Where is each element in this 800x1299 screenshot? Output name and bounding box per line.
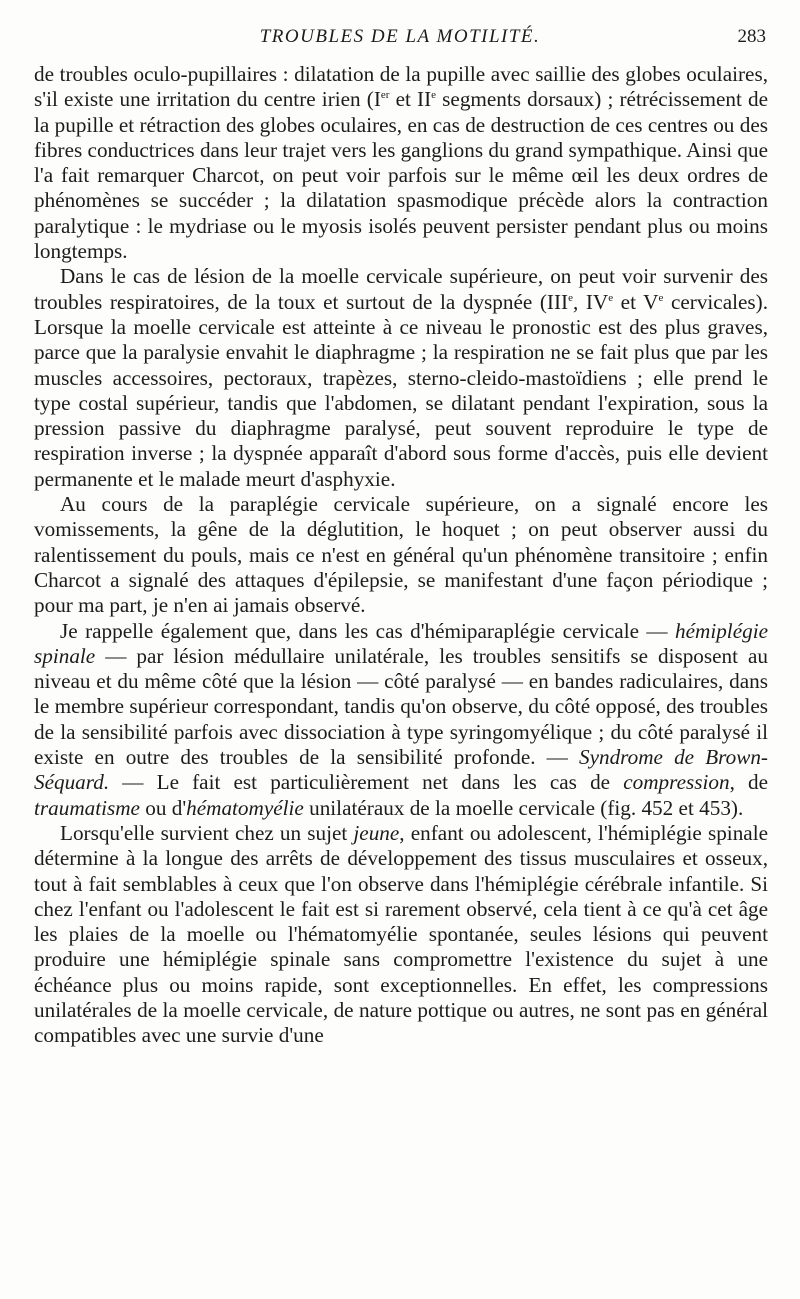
superscript: er <box>380 89 390 102</box>
italic-phrase: Syndrome de Brown-Séquard. <box>34 745 768 795</box>
text-run: cervicales). Lorsque la moelle cervicale est atteinte à ce niveau le pronostic est des plus graves, parce que la paralysie envahit le diaphragme ; la respiration ne se fait plus que par les muscles accessoires, pectoraux, trapèzes, sterno-cleido-mastoïdiens ; elle prend le type costal supérieur, tandis que l'abdomen, se dilatant pendant l'expiration, sous la pression passive du diaphragme paralysé, peut souvent reproduire le type de respiration inverse ; la dyspnée apparaît d'abord sous forme d'accès, puis elle devient permanente et le malade meurt d'asphyxie. <box>34 289 768 491</box>
paragraph <box>34 619 768 821</box>
running-head <box>0 26 800 56</box>
italic-phrase: jeune <box>353 820 400 845</box>
text-run: , IV <box>572 289 609 314</box>
body-text <box>34 62 768 1049</box>
text-run: — Le fait est particulièrement net dans les cas de <box>109 770 624 795</box>
running-title: TROUBLES DE LA MOTILITÉ. <box>259 26 541 47</box>
text-run: Dans le cas de lésion de la moelle cervicale supérieure, on peut voir survenir des troubles respiratoires, de la toux et surtout de la dyspnée (III <box>34 264 768 314</box>
superscript: e <box>431 89 437 102</box>
text-run: Au cours de la paraplégie cervicale supérieure, on a signalé encore les vomissements, la gêne de la déglutition, le hoquet ; on peut observer aussi du ralentissement du pouls, mais ce n'est en général qu'un phénomène transitoire ; enfin Charcot a signalé des attaques d'épilepsie, se manifestant d'une façon périodique ; pour ma part, je n'en ai jamais observé. <box>34 492 768 618</box>
italic-phrase: traumatisme <box>34 795 140 820</box>
page-number: 283 <box>737 26 766 47</box>
text-run: segments dorsaux) ; rétrécissement de la pupille et rétraction des globes oculaires, en cas de destruction de ces centres ou des fibres conductrices dans leur trajet vers les ganglions du grand sympathique. Ainsi que l'a fait remarquer Charcot, on peut voir parfois sur le même œil les deux ordres de phénomènes se succéder ; la dilatation spasmodique précède alors la contraction paralytique : le mydriase ou le myosis isolés peuvent persister pendant plus ou moins longtemps. <box>34 87 768 264</box>
text-run: et V <box>613 289 659 314</box>
text-run: Je rappelle également que, dans les cas d'hémiparaplégie cervicale — <box>60 618 676 643</box>
text-run: — par lésion médullaire unilatérale, les troubles sensitifs se disposent au niveau et du même côté que la lésion — côté paralysé — en bandes radiculaires, dans le membre supérieur correspondant, tandis qu'on observe, du côté opposé, des troubles de la sensibilité parfois avec dissociation à type syringomyélique ; du côté paralysé il existe en outre des troubles de la sensibilité profonde. — <box>34 643 768 770</box>
text-run: , de <box>729 770 769 795</box>
paragraph <box>34 821 768 1049</box>
italic-phrase: hématomyélie <box>186 795 304 820</box>
italic-phrase: hémiplégie spinale <box>34 618 768 668</box>
superscript: e <box>568 291 573 304</box>
paragraph <box>34 62 768 264</box>
text-run: Lorsqu'elle survient chez un sujet <box>60 820 354 845</box>
text-run: et II <box>389 87 432 112</box>
paragraph <box>34 264 768 492</box>
text-run: , enfant ou adolescent, l'hémiplégie spinale détermine à la longue des arrêts de développement des tissus musculaires et osseux, tout à fait semblables à ceux que l'on observe dans l'hémiplégie cérébrale infantile. Si chez l'enfant ou l'adolescent le fait est si rarement observé, cela tient à ce qu'à cet âge les plaies de la moelle ou l'hématomyélie spontanée, seules lésions qui peuvent produire une hémiplégie spinale sans compromettre l'existence du sujet à une échéance plus ou moins rapide, sont exceptionnelles. En effet, les compressions unilatérales de la moelle cervicale, de nature pottique ou autres, ne sont pas en général compatibles avec une survie d'une <box>34 820 768 1048</box>
superscript: e <box>658 291 664 304</box>
superscript: e <box>608 291 614 304</box>
text-run: ou d' <box>139 795 187 820</box>
text-run: unilatéraux de la moelle cervicale (fig. 452 et 453). <box>303 795 744 820</box>
text-run: de troubles oculo-pupillaires : dilatation de la pupille avec saillie des globes oculaires, s'il existe une irritation du centre irien (I <box>34 62 768 112</box>
italic-phrase: compression <box>623 770 730 795</box>
paragraph <box>34 492 768 618</box>
